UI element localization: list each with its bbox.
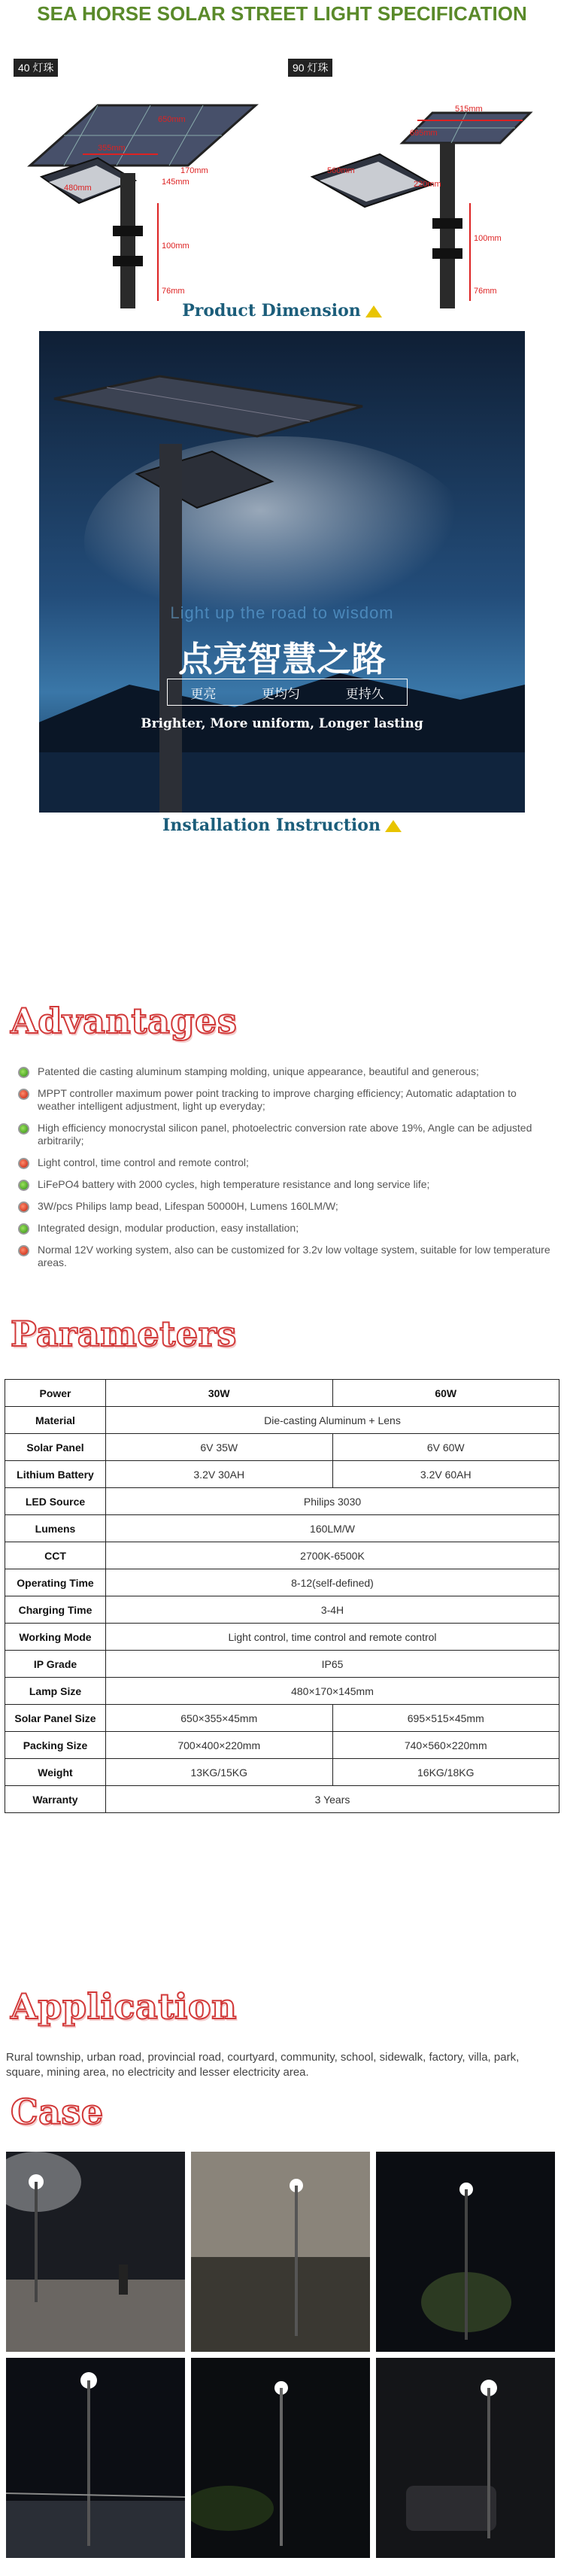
row-label: Operating Time [5,1569,106,1596]
row-value: 3-4H [106,1596,559,1624]
cn-word: 更亮 [190,686,217,701]
header-cell: 60W [332,1380,559,1407]
dim-label: 145mm [162,178,190,187]
advantages-list [17,1065,555,1278]
green-bullet-icon [18,1180,29,1191]
advantage-text: Light control, time control and remote control; [38,1156,249,1168]
product-tag: 40 灯珠 [14,59,58,77]
night-promo-image [39,331,525,813]
case-photo [191,2358,370,2558]
row-label: Solar Panel Size [5,1705,106,1732]
caption-text: Product Dimension [182,301,361,320]
table-row [5,1542,559,1569]
night-faint-text: Light up the road to wisdom [170,603,394,622]
application-heading: Application [11,1986,238,2027]
row-value: Philips 3030 [106,1488,559,1515]
installation-caption [0,816,564,835]
green-bullet-icon [18,1123,29,1135]
table-row [5,1651,559,1678]
advantage-item [17,1156,555,1169]
dim-label: 650mm [158,115,186,124]
row-value: 16KG/18KG [332,1759,559,1786]
advantage-text: Patented die casting aluminum stamping molding, unique appearance, beautiful and generous; [38,1065,479,1077]
advantage-item [17,1087,555,1113]
row-label: CCT [5,1542,106,1569]
case-photo [376,2152,555,2352]
row-label: IP Grade [5,1651,106,1678]
advantage-text: High efficiency monocrystal silicon panel, photoelectric conversion rate above 19%, Angle can be adjusted arbitrarily; [38,1122,532,1147]
green-bullet-icon [18,1223,29,1235]
advantages-heading: Advantages [11,1001,238,1041]
table-row [5,1488,559,1515]
table-row [5,1596,559,1624]
parameters-heading: Parameters [11,1314,237,1354]
table-row [5,1407,559,1434]
table-row [5,1786,559,1813]
row-label: Warranty [5,1786,106,1813]
row-label: Working Mode [5,1624,106,1651]
row-label: Packing Size [5,1732,106,1759]
case-photo-grid [6,2152,555,2558]
row-value: 700×400×220mm [106,1732,333,1759]
row-value: 740×560×220mm [332,1732,559,1759]
table-row [5,1678,559,1705]
table-row [5,1434,559,1461]
dim-label: 355mm [98,144,126,153]
dim-label: 695mm [410,129,438,138]
dim-label: 480mm [64,184,92,193]
row-label: Weight [5,1759,106,1786]
dim-label: 100mm [474,234,502,243]
row-label: LED Source [5,1488,106,1515]
green-bullet-icon [18,1067,29,1078]
advantage-item [17,1065,555,1078]
advantage-text: 3W/pcs Philips lamp bead, Lifespan 50000H, Lumens 160LM/W; [38,1200,338,1212]
triangle-icon [385,820,402,832]
case-photo [6,2152,185,2352]
header-cell: Power [5,1380,106,1407]
table-row [5,1624,559,1651]
row-label: Lamp Size [5,1678,106,1705]
night-english-subtitle: Brighter, More uniform, Longer lasting [141,716,423,731]
night-chinese-title: 点亮智慧之路 [178,639,386,679]
row-value: IP65 [106,1651,559,1678]
advantage-text: MPPT controller maximum power point tracking to improve charging efficiency; Automatic adaptation to weather intelligent adjustment, light up everyday; [38,1087,517,1112]
table-row [5,1569,559,1596]
product-image-40 [8,53,278,308]
advantage-text: Normal 12V working system, also can be customized for 3.2v low voltage system, suitable for low temperature areas. [38,1244,550,1268]
row-value: 6V 35W [106,1434,333,1461]
row-value: 3 Years [106,1786,559,1813]
advantage-text: LiFePO4 battery with 2000 cycles, high temperature resistance and long service life; [38,1178,430,1190]
night-chinese-words [167,679,408,706]
row-value: 2700K-6500K [106,1542,559,1569]
table-row [5,1705,559,1732]
row-value: 3.2V 60AH [332,1461,559,1488]
row-value: 695×515×45mm [332,1705,559,1732]
red-bullet-icon [18,1158,29,1169]
caption-text: Installation Instruction [162,816,381,835]
dim-label: 560mm [327,166,355,175]
dim-label: 100mm [162,242,190,251]
table-row [5,1515,559,1542]
dim-label: 76mm [474,287,497,296]
row-value: Light control, time control and remote control [106,1624,559,1651]
cn-word: 更持久 [345,686,384,701]
table-row [5,1461,559,1488]
table-row [5,1732,559,1759]
row-label: Lithium Battery [5,1461,106,1488]
advantage-item [17,1200,555,1213]
advantage-item [17,1222,555,1235]
row-value: Die-casting Aluminum + Lens [106,1407,559,1434]
row-value: 480×170×145mm [106,1678,559,1705]
row-label: Solar Panel [5,1434,106,1461]
row-value: 6V 60W [332,1434,559,1461]
row-value: 160LM/W [106,1515,559,1542]
row-value: 3.2V 30AH [106,1461,333,1488]
row-value: 8-12(self-defined) [106,1569,559,1596]
row-value: 13KG/15KG [106,1759,333,1786]
dim-label: 515mm [455,105,483,114]
red-bullet-icon [18,1245,29,1256]
product-image-90 [282,53,553,308]
advantage-item [17,1178,555,1191]
red-bullet-icon [18,1089,29,1100]
dim-label: 170mm [180,166,208,175]
triangle-icon [365,305,382,317]
advantage-item [17,1122,555,1147]
table-header-row [5,1380,559,1407]
row-value: 650×355×45mm [106,1705,333,1732]
header-cell: 30W [106,1380,333,1407]
case-heading: Case [11,2091,104,2132]
row-label: Charging Time [5,1596,106,1624]
case-photo [376,2358,555,2558]
advantage-text: Integrated design, modular production, easy installation; [38,1222,299,1234]
page-title: SEA HORSE SOLAR STREET LIGHT SPECIFICATION [37,2,527,25]
row-label: Material [5,1407,106,1434]
dim-label: 220mm [414,180,441,189]
product-dimension-caption [0,301,564,320]
parameters-table [5,1379,559,1813]
advantage-item [17,1244,555,1269]
cn-word: 更均匀 [261,686,300,701]
red-bullet-icon [18,1201,29,1213]
product-tag: 90 灯珠 [288,59,332,77]
table-row [5,1759,559,1786]
case-photo [191,2152,370,2352]
row-label: Lumens [5,1515,106,1542]
application-text: Rural township, urban road, provincial road, courtyard, community, school, sidewalk, factory, villa, park, square, mining area, no electricity and lesser electricity area. [6,2051,520,2079]
case-photo [6,2358,185,2558]
dim-label: 76mm [162,287,185,296]
